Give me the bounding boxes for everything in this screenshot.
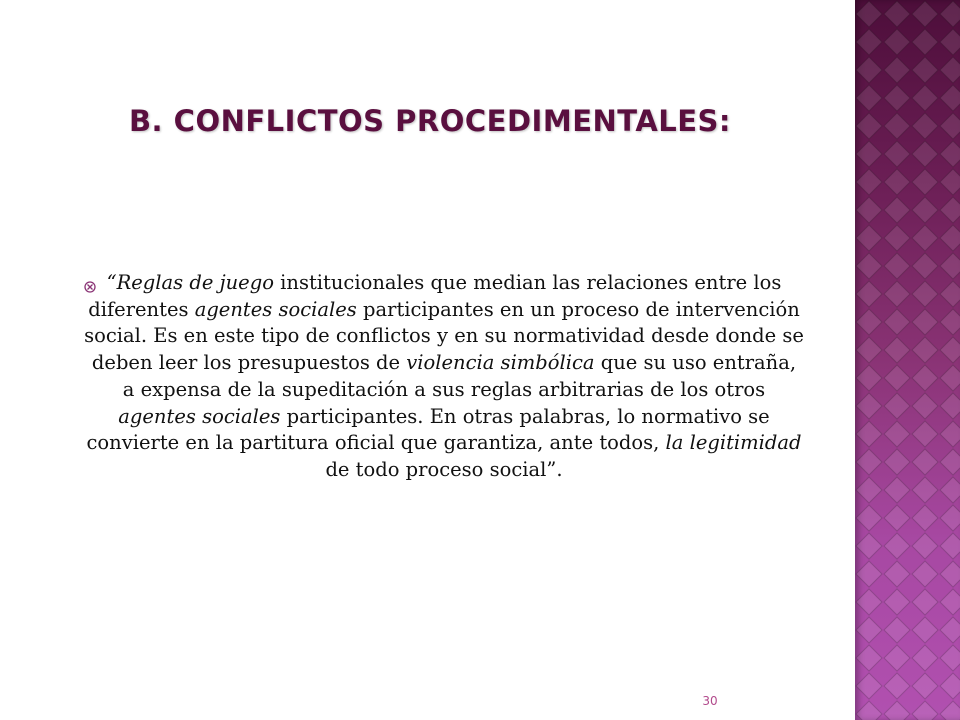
bullet-segment-4: participantes en un proceso de intervención social. Es en este tipo de conflictos y en su normatividad desde donde se deben leer los presupuestos de [84, 297, 804, 375]
slide-title: B. CONFLICTOS PROCEDIMENTALES: [128, 104, 732, 138]
bullet-segment-5: violencia simbólica [406, 351, 595, 375]
bullet-text [84, 270, 804, 484]
bullet-segment-8: participantes. En otras palabras, lo normativo se convierte en la partitura oficial que garantiza, ante todos, [86, 404, 770, 455]
diamond-pattern [855, 0, 960, 720]
bullet-segment-7: agentes sociales [118, 404, 281, 428]
page-number: 30 [702, 694, 718, 708]
bullet-segment-10: de todo proceso social”. [325, 457, 563, 481]
decorative-sidebar [855, 0, 960, 720]
bullet-segment-9: la legitimidad [665, 431, 802, 455]
circle-cross-bullet-icon [84, 278, 96, 297]
bullet-segment-6: que su uso entraña, a expensa de la supeditación a sus reglas arbitrarias de los otros [122, 351, 797, 401]
bullet-segment-2: institucionales que median las relaciones entre los diferentes [88, 271, 782, 321]
bullet-item [84, 270, 804, 484]
bullet-segment-3: agentes sociales [194, 297, 357, 321]
bullet-segment-1: “Reglas de juego [106, 271, 274, 294]
